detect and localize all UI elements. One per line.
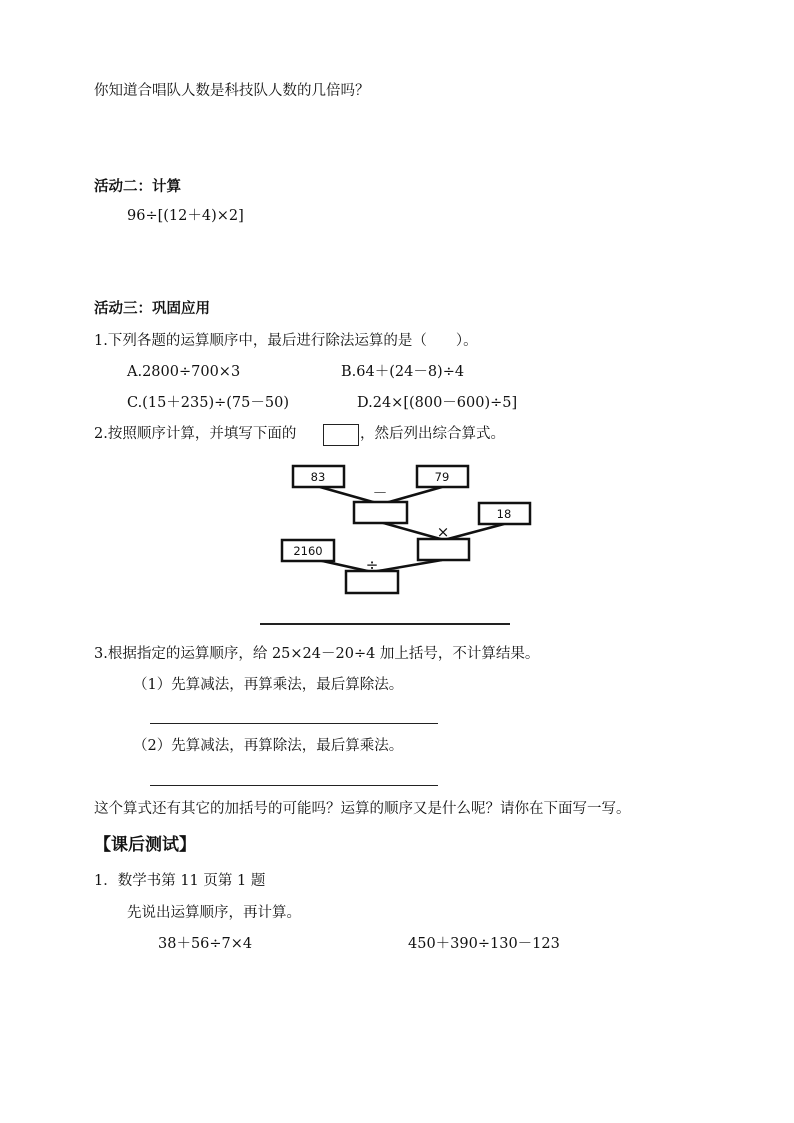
- q2-stem-before: 2.按照顺序计算，并填写下面的: [94, 426, 297, 442]
- q3-followup: 这个算式还有其它的加括号的可能吗？运算的顺序又是什么呢？请你在下面写一写。: [94, 801, 631, 817]
- q1-stem: 1.下列各题的运算顺序中，最后进行除法运算的是（ ）。: [94, 333, 478, 349]
- value-83: 83: [310, 470, 326, 484]
- q1-option-a: A.2800÷700×3: [127, 364, 241, 380]
- q3-sub1: （1）先算减法，再算乘法，最后算除法。: [133, 677, 404, 693]
- connector-line: [444, 524, 504, 540]
- q1-option-b: B.64＋(24－8)÷4: [341, 364, 465, 380]
- minus-operator: －: [372, 484, 388, 502]
- connector-line: [380, 522, 444, 540]
- after-class-item1: 1．数学书第 11 页第 1 题: [94, 873, 266, 889]
- q2-inline-blank-box: [323, 424, 359, 446]
- answer-box-subtraction[interactable]: [354, 502, 407, 523]
- activity2-expression: 96÷[(12＋4)×2]: [127, 208, 244, 224]
- q3-sub2-answer-line[interactable]: [150, 785, 438, 786]
- q3-sub1-answer-line[interactable]: [150, 723, 438, 724]
- q2-stem-after: ，然后列出综合算式。: [360, 426, 505, 442]
- q3-stem: 3.根据指定的运算顺序，给 25×24－20÷4 加上括号，不计算结果。: [94, 646, 540, 662]
- times-operator: ×: [436, 523, 450, 541]
- after-class-expr-right: 450＋390÷130－123: [408, 936, 560, 952]
- q1-option-d: D.24×[(800－600)÷5]: [357, 395, 518, 411]
- value-18: 18: [496, 507, 512, 521]
- q1-option-c: C.(15＋235)÷(75－50): [127, 395, 289, 411]
- value-2160: 2160: [293, 544, 323, 558]
- after-class-instruction: 先说出运算顺序，再计算。: [127, 905, 301, 921]
- value-79: 79: [434, 470, 450, 484]
- divide-operator: ÷: [365, 556, 379, 574]
- intro-question: 你知道合唱队人数是科技队人数的几倍吗？: [94, 83, 370, 99]
- activity3-title: 活动三：巩固应用: [94, 300, 210, 317]
- q3-sub2: （2）先算减法，再算除法，最后算乘法。: [133, 738, 404, 754]
- calculation-tree-diagram: [278, 460, 538, 600]
- answer-box-division[interactable]: [346, 571, 398, 593]
- activity2-title: 活动二：计算: [94, 178, 181, 195]
- after-class-title: 【课后测试】: [94, 835, 196, 855]
- q2-answer-line[interactable]: [260, 623, 510, 625]
- after-class-expr-left: 38＋56÷7×4: [158, 936, 253, 952]
- answer-box-multiplication[interactable]: [418, 539, 469, 560]
